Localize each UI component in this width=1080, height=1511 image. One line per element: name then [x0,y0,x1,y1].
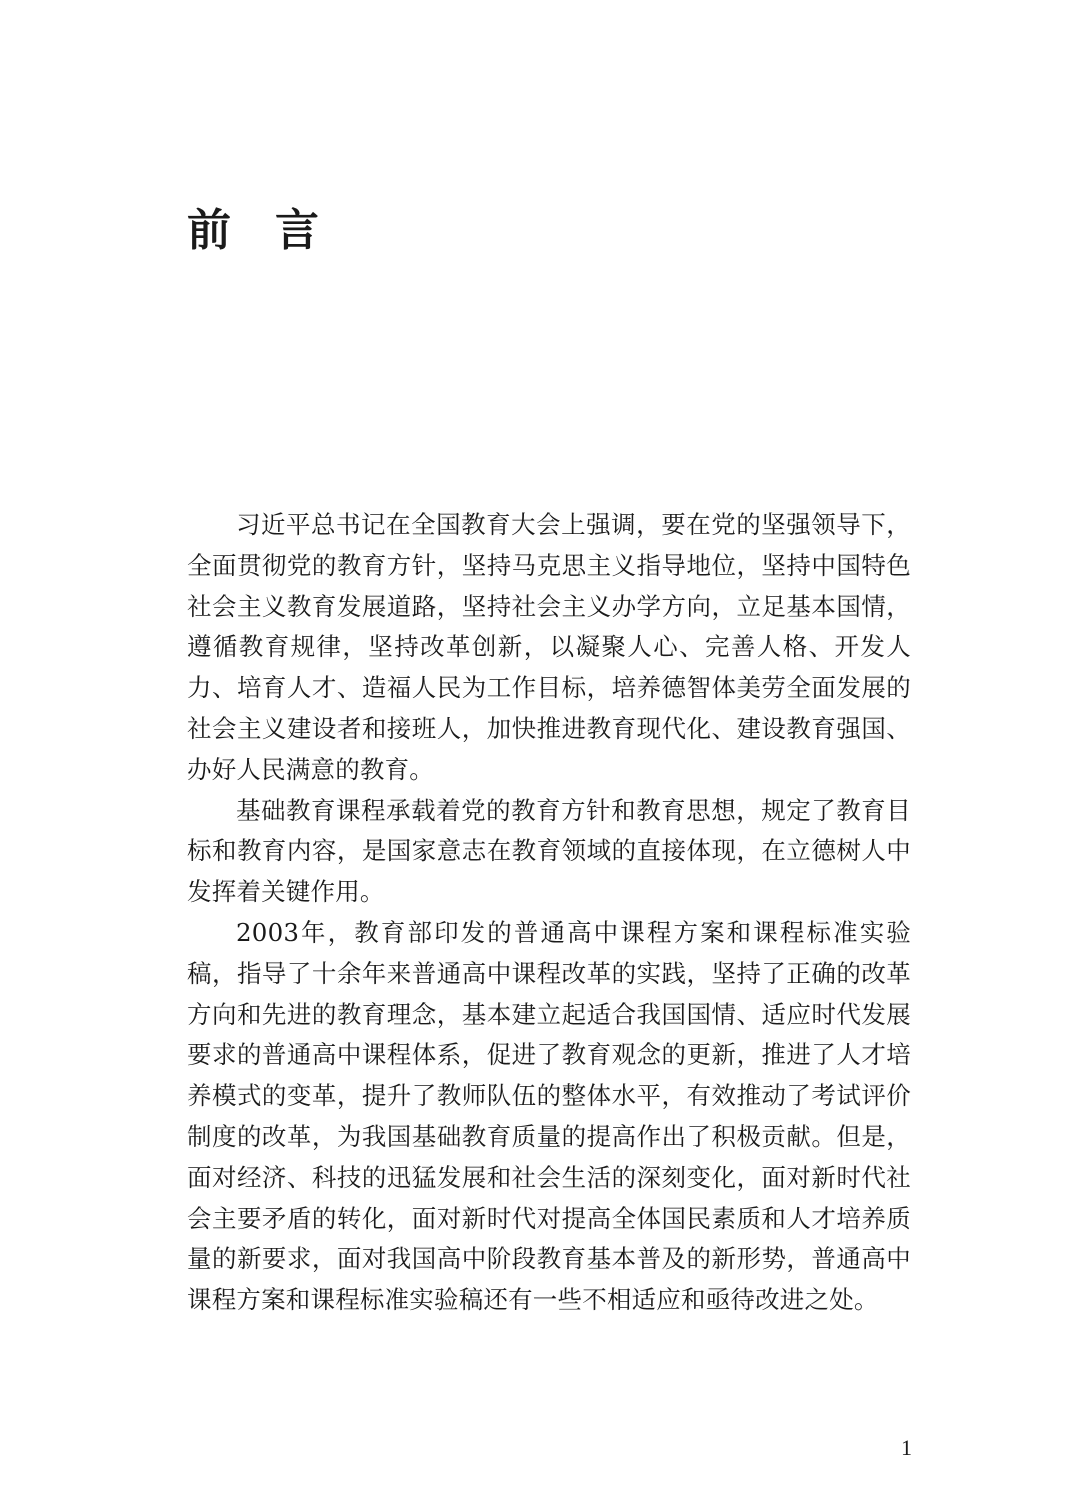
page-title: 前言 [187,205,363,257]
paragraph: 2003年，教育部印发的普通高中课程方案和课程标准实验稿，指导了十余年来普通高中课程改革的实践，坚持了正确的改革方向和先进的教育理念，基本建立起适合我国国情、适应时代发展要求的普通高中课程体系，促进了教育观念的更新，推进了人才培养模式的变革，提升了教师队伍的整体水平，有效推动了考试评价制度的改革，为我国基础教育质量的提高作出了积极贡献。但是，面对经济、科技的迅猛发展和社会生活的深刻变化，面对新时代社会主要矛盾的转化，面对新时代对提高全体国民素质和人才培养质量的新要求，面对我国高中阶段教育基本普及的新形势，普通高中课程方案和课程标准实验稿还有一些不相适应和亟待改进之处。 [187,917,911,1315]
body-text [187,505,911,1321]
page-number: 1 [901,1435,912,1460]
paragraph: 基础教育课程承载着党的教育方针和教育思想，规定了教育目标和教育内容，是国家意志在教育领域的直接体现，在立德树人中发挥着关键作用。 [187,795,911,907]
paragraph: 习近平总书记在全国教育大会上强调，要在党的坚强领导下，全面贯彻党的教育方针，坚持马克思主义指导地位，坚持中国特色社会主义教育发展道路，坚持社会主义办学方向，立足基本国情，遵循教育规律，坚持改革创新，以凝聚人心、完善人格、开发人力、培育人才、造福人民为工作目标，培养德智体美劳全面发展的社会主义建设者和接班人，加快推进教育现代化、建设教育强国、办好人民满意的教育。 [187,510,911,784]
